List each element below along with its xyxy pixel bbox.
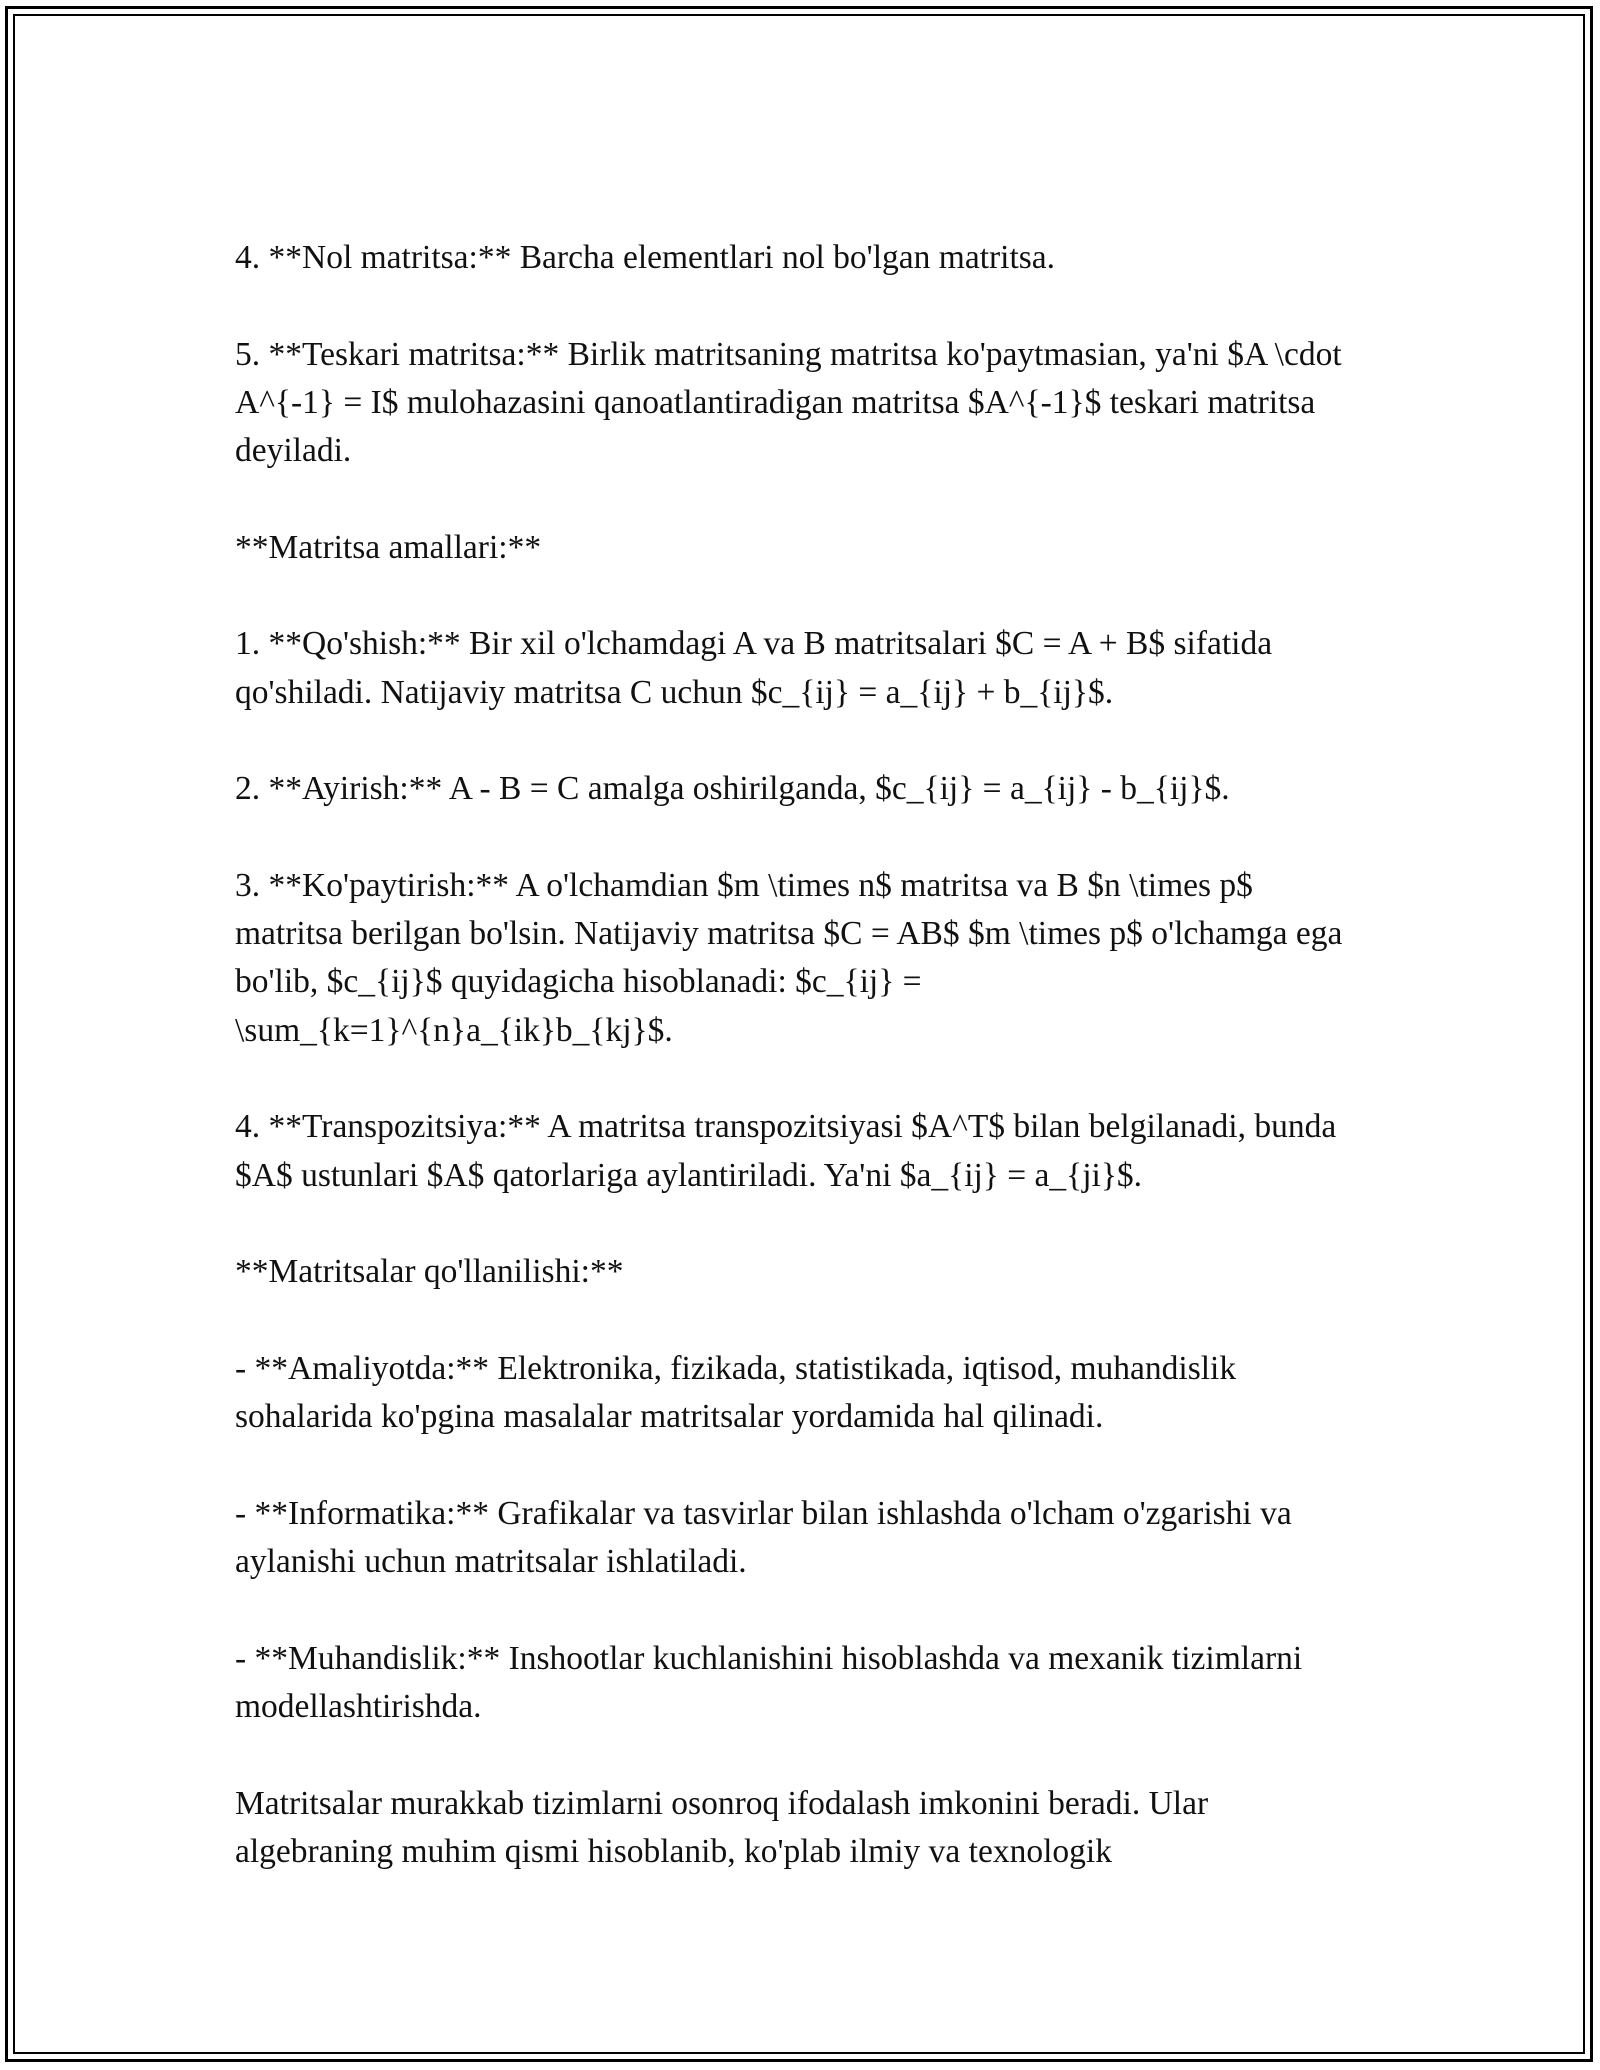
paragraph-kopaytirish: 3. **Ko'paytirish:** A o'lchamdian $m \times n$ matritsa va B $n \times p$ matritsa berilgan bo'lsin. Natijaviy matritsa $C = AB$ $m \times p$ o'lchamga ega bo'lib, $c_{ij}$ quyidagicha hisoblanadi: $c_{ij} = \sum_{k=1}^{n}a_{ik}b_{kj}$. [235, 866, 1343, 1049]
paragraph-ayirish: 2. **Ayirish:** A - B = C amalga oshirilganda, $c_{ij} = a_{ij} - b_{ij}$. [235, 770, 1230, 808]
paragraph-transpozitsiya: 4. **Transpozitsiya:** A matritsa transpozitsiyasi $A^T$ bilan belgilanadi, bunda $A$ ustunlari $A$ qatorlariga aylantiriladi. Ya'ni $a_{ij} = a_{ji}$. [235, 1108, 1337, 1194]
list-item-amaliyotda: - **Amaliyotda:** Elektronika, fizikada, statistikada, iqtisod, muhandislik sohalarida ko'pgina masalalar matritsalar yordamida hal qilinadi. [235, 1349, 1237, 1436]
paragraph-xulosa: Matritsalar murakkab tizimlarni osonroq ifodalash imkonini beradi. Ular algebraning muhim qismi hisoblanib, ko'plab ilmiy va texnologik [235, 1784, 1209, 1870]
heading-matritsalar-qollanilishi: **Matritsalar qo'llanilishi:** [235, 1253, 624, 1291]
paragraph-nol-matritsa: 4. **Nol matritsa:** Barcha elementlari nol bo'lgan matritsa. [235, 239, 1056, 276]
document-body [235, 234, 1365, 1876]
paragraph-qoshish: 1. **Qo'shish:** Bir xil o'lchamdagi A va B matritsalari $C = A + B$ sifatida qo'shiladi. Natijaviy matritsa C uchun $c_{ij} = a_{ij} + b_{ij}$. [235, 625, 1273, 711]
list-item-muhandislik: - **Muhandislik:** Inshootlar kuchlanishini hisoblashda va mexanik tizimlarni modellashtirishda. [235, 1639, 1303, 1725]
paragraph-teskari-matritsa: 5. **Teskari matritsa:** Birlik matritsaning matritsa ko'paytmasian, ya'ni $A \cdot A^{-1} = I$ mulohazasini qanoatlantiradigan matritsa $A^{-1}$ teskari matritsa deyiladi. [235, 335, 1342, 470]
heading-matritsa-amallari: **Matritsa amallari:** [235, 528, 542, 566]
list-item-informatika: - **Informatika:** Grafikalar va tasvirlar bilan ishlashda o'lcham o'zgarishi va aylanishi uchun matritsalar ishlatiladi. [235, 1494, 1292, 1581]
